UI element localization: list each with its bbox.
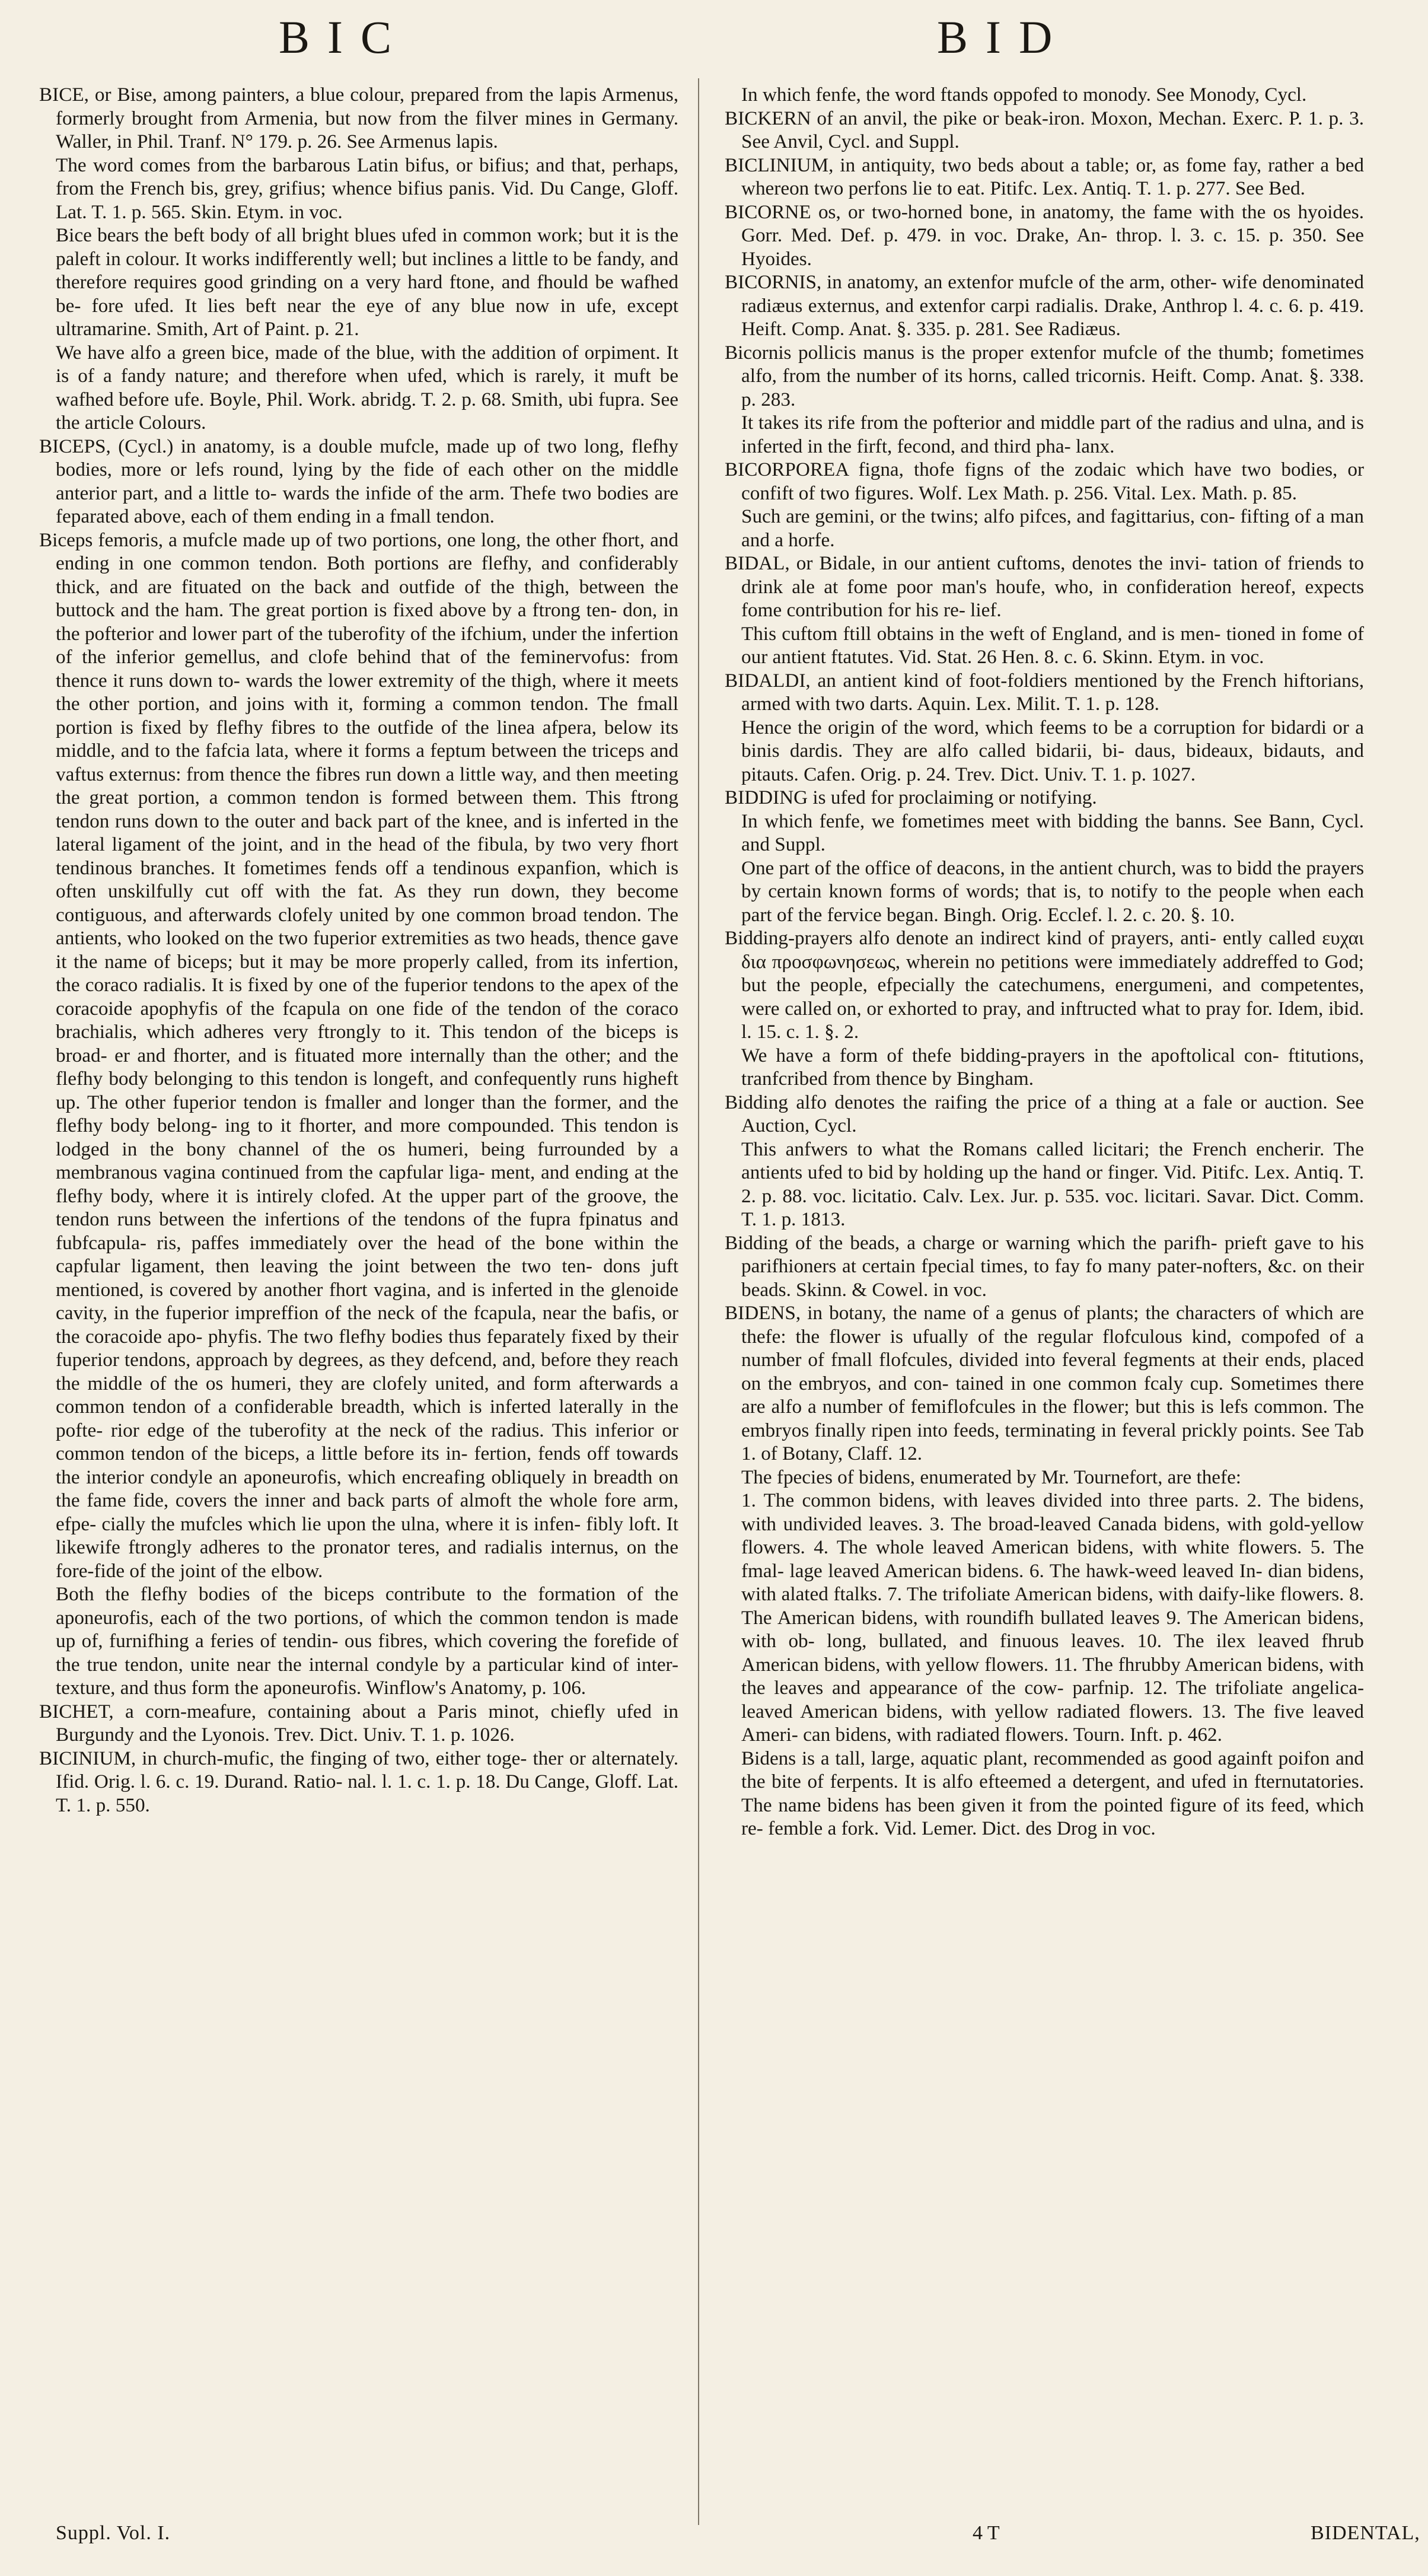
dictionary-entry: Bicornis pollicis manus is the proper extenfor mufcle of the thumb; fometimes alfo, from the number of its horns, called tricornis. Heift. Comp. Anat. §. 338. p. 283.	[725, 341, 1364, 410]
dictionary-entry: BICORNE os, or two-horned bone, in anatomy, the fame with the os hyoides. Gorr. Med. Def. p. 479. in voc. Drake, An- throp. l. 3. c. 15. p. 350. See Hyoides.	[725, 200, 1364, 270]
dictionary-entry: BICORNIS, in anatomy, an extenfor mufcle of the arm, other- wife denominated radiæus externus, and extenfor carpi radialis. Drake, Anthrop l. 4. c. 6. p. 419. Heift. Comp. Anat. §. 335. p. 281. See Radiæus.	[725, 271, 1364, 340]
dictionary-entry: BIDALDI, an antient kind of foot-foldiers mentioned by the French hiftorians, armed with two darts. Aquin. Lex. Milit. T. 1. p. 128.	[725, 669, 1364, 715]
entry-paragraph: Both the flefhy bodies of the biceps contribute to the formation of the aponeurofis, each of the two portions, of which the common tendon is made up of, furnifhing a feries of tendin- ous fibres, which covering the forefide of the true tendon, unite near the internal condyle by a particular kind of inter- texture, and thus form the aponeurofis. Winflow's Anatomy, p. 106.	[56, 1583, 678, 1699]
dictionary-entry: BIDDING is ufed for proclaiming or notifying.	[725, 787, 1097, 808]
dictionary-entry: Biceps femoris, a mufcle made up of two portions, one long, the other fhort, and ending in one common tendon. Both portions are flefhy, and confiderably thick, and are fituated on the back and outfide of the thigh, between the buttock and the ham. The great portion is fixed above by a ftrong ten- don, in the pofterior and lower part of the tuberofity of the ifchium, under the infertion of the inferior gemellus, and clofe behind that of the feminervofus: from thence it runs down to- wards the lower extremity of the thigh, where it meets the other portion, and joins with it, forming a common tendon. The fmall portion is fixed by flefhy fibres to the outfide of the linea afpera, below its middle, and to the fafcia lata, where it forms a feptum between the triceps and vaftus externus: from thence the fibres run down a little way, and then meeting the great portion, a common tendon is formed between them. This ftrong tendon runs down to the outer and back part of the knee, and is inferted in the lateral ligament of the joint, and in the head of the fibula, by two very fhort tendinous branches. It fometimes fends off a tendinous expanfion, which is often unskilfully cut off with the fat. As they run down, they become contiguous, and afterwards clofely united by one common broad tendon. The antients, who looked on the two fuperior extremities as two heads, thence gave it the name of biceps; but it may be more properly called, from its infertion, the coraco radialis. It is fixed by one of the fuperior tendons to the apex of the coracoide apophyfis of the fcapula on one fide of the tendon of the coraco brachialis, which adheres very ftrongly to it. This tendon of the biceps is broad- er and fhorter, and is fituated more internally than the other; and the flefhy body belonging to this tendon is longeft, and confequently runs higheft up. The other fuperior tendon is fmaller and longer than the former, and the flefhy body belong- ing to it fhorter, and more compounded. This tendon is lodged in the bony channel of the os humeri, being furrounded by a membranous vagina continued from the capfular liga- ment, and ending at the flefhy body, where it is intirely clofed. At the upper part of the groove, the tendon runs between the infertions of the tendons of the fupra fpinatus and fubfcapula- ris, paffes immediately over the head of the bone within the capfular ligament, then leaving the joint between the two ten- dons juft mentioned, is covered by another fhort vagina, and is inferted in the glenoide cavity, in the fuperior impreffion of the neck of the fcapula, near the bafis, or the coracoide apo- phyfis. The two flefhy bodies thus feparately fixed by their fuperior tendons, approach by degrees, as they defcend, and, before they reach the middle of the os humeri, they are clofely united, and form afterwards a common tendon of a confiderable breadth, which is inferted laterally in the pofte- rior edge of the tuberofity at the neck of the radius. This inferior or common tendon of the biceps, a little before its in- fertion, fends off towards the interior condyle an aponeurofis, which encreafing obliquely in breadth on the fame fide, covers the inner and back parts of almoft the whole fore arm, efpe- cially the mufcles which lie upon the ulna, where it is infen- fibly loft. It likewife ftrongly adheres to the pronator teres, and radialis internus, on the fore-fide of the joint of the elbow.	[39, 528, 678, 1582]
signature-mark: 4 T	[973, 2522, 1000, 2544]
entry-paragraph: We have a form of thefe bidding-prayers in the apoftolical con- ftitutions, tranfcribed from thence by Bingham.	[741, 1044, 1364, 1090]
dictionary-entry: BICHET, a corn-meafure, containing about a Paris minot, chiefly ufed in Burgundy and the Lyonois. Trev. Dict. Univ. T. 1. p. 1026.	[39, 1700, 678, 1746]
volume-signature: Suppl. Vol. I.	[56, 2522, 171, 2544]
entry-paragraph: The word comes from the barbarous Latin bifus, or bifius; and that, perhaps, from the French bis, grey, grifius; whence bifius panis. Vid. Du Cange, Gloff. Lat. T. 1. p. 565. Skin. Etym. in voc.	[56, 154, 678, 223]
entry-paragraph: This anfwers to what the Romans called licitari; the French encherir. The antients ufed to bid by holding up the hand or finger. Vid. Pitifc. Lex. Antiq. T. 2. p. 88. voc. licitatio. Calv. Lex. Jur. p. 535. voc. licitari. Savar. Dict. Comm. T. 1. p. 1813.	[741, 1138, 1364, 1230]
catchword: BIDENTAL,	[1311, 2522, 1420, 2544]
dictionary-entry: BIDENS, in botany, the name of a genus of plants; the characters of which are thefe: the flower is ufually of the regular flofculous kind, compofed of a number of fmall flofcules, divided into feveral fegments at their ends, placed on the embryos, and con- tained in one common fcaly cup. Sometimes there are alfo a number of femiflofcules in the flower; but this is lefs common. The embryos finally ripen into feeds, terminating in feveral prickly points. See Tab 1. of Botany, Claff. 12.	[725, 1302, 1364, 1464]
entry-paragraph: 1. The common bidens, with leaves divided into three parts. 2. The bidens, with undivided leaves. 3. The broad-leaved Canada bidens, with gold-yellow flowers. 4. The whole leaved American bidens, with white flowers. 5. The fmal- lage leaved American bidens. 6. The hawk-weed leaved In- dian bidens, with alated ftalks. 7. The trifoliate American bidens, with daify-like flowers. 8. The American bidens, with roundifh bullated leaves 9. The American bidens, with ob- long, bullated, and finuous leaves. 10. The ilex leaved fhrub American bidens, with yellow flowers. 11. The fhrubby American bidens, with the leaves and appearance of the cow- parfnip. 12. The trifoliate angelica-leaved American bidens, with yellow radiated flowers. 13. The five leaved Ameri- can bidens, with radiated flowers. Tourn. Inft. p. 462.	[741, 1489, 1364, 1746]
entry-paragraph: This cuftom ftill obtains in the weft of England, and is men- tioned in fome of our antient ftatutes. Vid. Stat. 26 Hen. 8. c. 6. Skinn. Etym. in voc.	[741, 622, 1364, 668]
dictionary-entry: BICE, or Bise, among painters, a blue colour, prepared from the lapis Armenus, formerly brought from Armenia, but now from the filver mines in Germany. Waller, in Phil. Tranf. N° 179. p. 26. See Armenus lapis.	[39, 84, 678, 152]
entry-paragraph: We have alfo a green bice, made of the blue, with the addition of orpiment. It is of a fandy nature; and therefore when ufed, which is rarely, it muft be wafhed before ufe. Boyle, Phil. Work. abridg. T. 2. p. 68. Smith, ubi fupra. See the article Colours.	[56, 341, 678, 434]
dictionary-entry: BICINIUM, in church-mufic, the finging of two, either toge- ther or alternately. Ifid. Orig. l. 6. c. 19. Durand. Ratio- nal. l. 1. c. 1. p. 18. Du Cange, Gloff. Lat. T. 1. p. 550.	[39, 1747, 678, 1816]
running-head-left: BIC	[279, 11, 410, 63]
dictionary-entry: BICKERN of an anvil, the pike or beak-iron. Moxon, Mechan. Exerc. P. 1. p. 3. See Anvil, Cycl. and Suppl.	[725, 107, 1364, 152]
entry-paragraph: One part of the office of deacons, in the antient church, was to bidd the prayers by certain known forms of words; that is, to notify to the people when each part of the fervice began. Bingh. Orig. Ecclef. l. 2. c. 20. §. 10.	[741, 856, 1364, 926]
entry-paragraph: Such are gemini, or the twins; alfo pifces, and fagittarius, con- fifting of a man and a horfe.	[741, 505, 1364, 551]
dictionary-entry: BICEPS, (Cycl.) in anatomy, is a double mufcle, made up of two long, flefhy bodies, more or lefs round, lying by the fide of each other on the middle anterior part, and a little to- wards the infide of the arm. Thefe two bodies are feparated above, each of them ending in a fmall tendon.	[39, 435, 678, 527]
left-column	[39, 83, 678, 1817]
entry-paragraph: It takes its rife from the pofterior and middle part of the radius and ulna, and is inferted in the firft, fecond, and third pha- lanx.	[741, 412, 1364, 457]
dictionary-entry: BICLINIUM, in antiquity, two beds about a table; or, as fome fay, rather a bed whereon two perfons lie to eat. Pitifc. Lex. Antiq. T. 1. p. 277. See Bed.	[725, 154, 1364, 199]
running-head-right: BID	[937, 11, 1070, 63]
entry-paragraph: Hence the origin of the word, which feems to be a corruption for bidardi or a binis dardis. They are alfo called bidarii, bi- daus, bideaux, bidauts, and pitauts. Cafen. Orig. p. 24. Trev. Dict. Univ. T. 1. p. 1027.	[741, 716, 1364, 785]
entry-paragraph: The fpecies of bidens, enumerated by Mr. Tournefort, are thefe:	[741, 1466, 1242, 1488]
dictionary-entry: Bidding-prayers alfo denote an indirect kind of prayers, anti- ently called ευχαι δια προσφωνησεως, wherein no petitions were immediately addreffed to God; but the people, efpecially the catechumens, energumeni, and competentes, were called on, or exhorted to pray, and inftructed what to pray for. Idem, ibid. l. 15. c. 1. §. 2.	[725, 927, 1364, 1043]
dictionary-entry: Bidding alfo denotes the raifing the price of a thing at a fale or auction. See Auction, Cycl.	[725, 1091, 1364, 1136]
entry-paragraph: Bice bears the beft body of all bright blues ufed in common work; but it is the paleft in colour. It works indifferently well; but inclines a little to be fandy, and therefore requires good grinding on a very hard ftone, and fhould be wafhed be- fore ufed. It lies beft near the eye of any blue now in ufe, except ultramarine. Smith, Art of Paint. p. 21.	[56, 224, 678, 340]
column-divider	[698, 78, 699, 2525]
dictionary-entry: Bidding of the beads, a charge or warning which the parifh- prieft gave to his parifhioners at certain fpecial times, to fay fo many pater-nofters, &c. on their beads. Skinn. & Cowel. in voc.	[725, 1231, 1364, 1301]
entry-paragraph: In which fenfe, the word ftands oppofed to monody. See Monody, Cycl.	[741, 84, 1307, 106]
entry-paragraph: Bidens is a tall, large, aquatic plant, recommended as good againft poifon and the bite of ferpents. It is alfo efteemed a detergent, and ufed in fternutatories. The name bidens has been given it from the pointed figure of its feed, which re- femble a fork. Vid. Lemer. Dict. des Drog in voc.	[741, 1747, 1364, 1839]
right-column	[725, 83, 1364, 1841]
dictionary-entry: BIDAL, or Bidale, in our antient cuftoms, denotes the invi- tation of friends to drink ale at fome poor man's houfe, who, in confideration hereof, expects fome contribution for his re- lief.	[725, 552, 1364, 621]
dictionary-entry: BICORPOREA figna, thofe figns of the zodaic which have two bodies, or confift of two figures. Wolf. Lex Math. p. 256. Vital. Lex. Math. p. 85.	[725, 458, 1364, 504]
entry-paragraph: In which fenfe, we fometimes meet with bidding the banns. See Bann, Cycl. and Suppl.	[741, 810, 1364, 855]
